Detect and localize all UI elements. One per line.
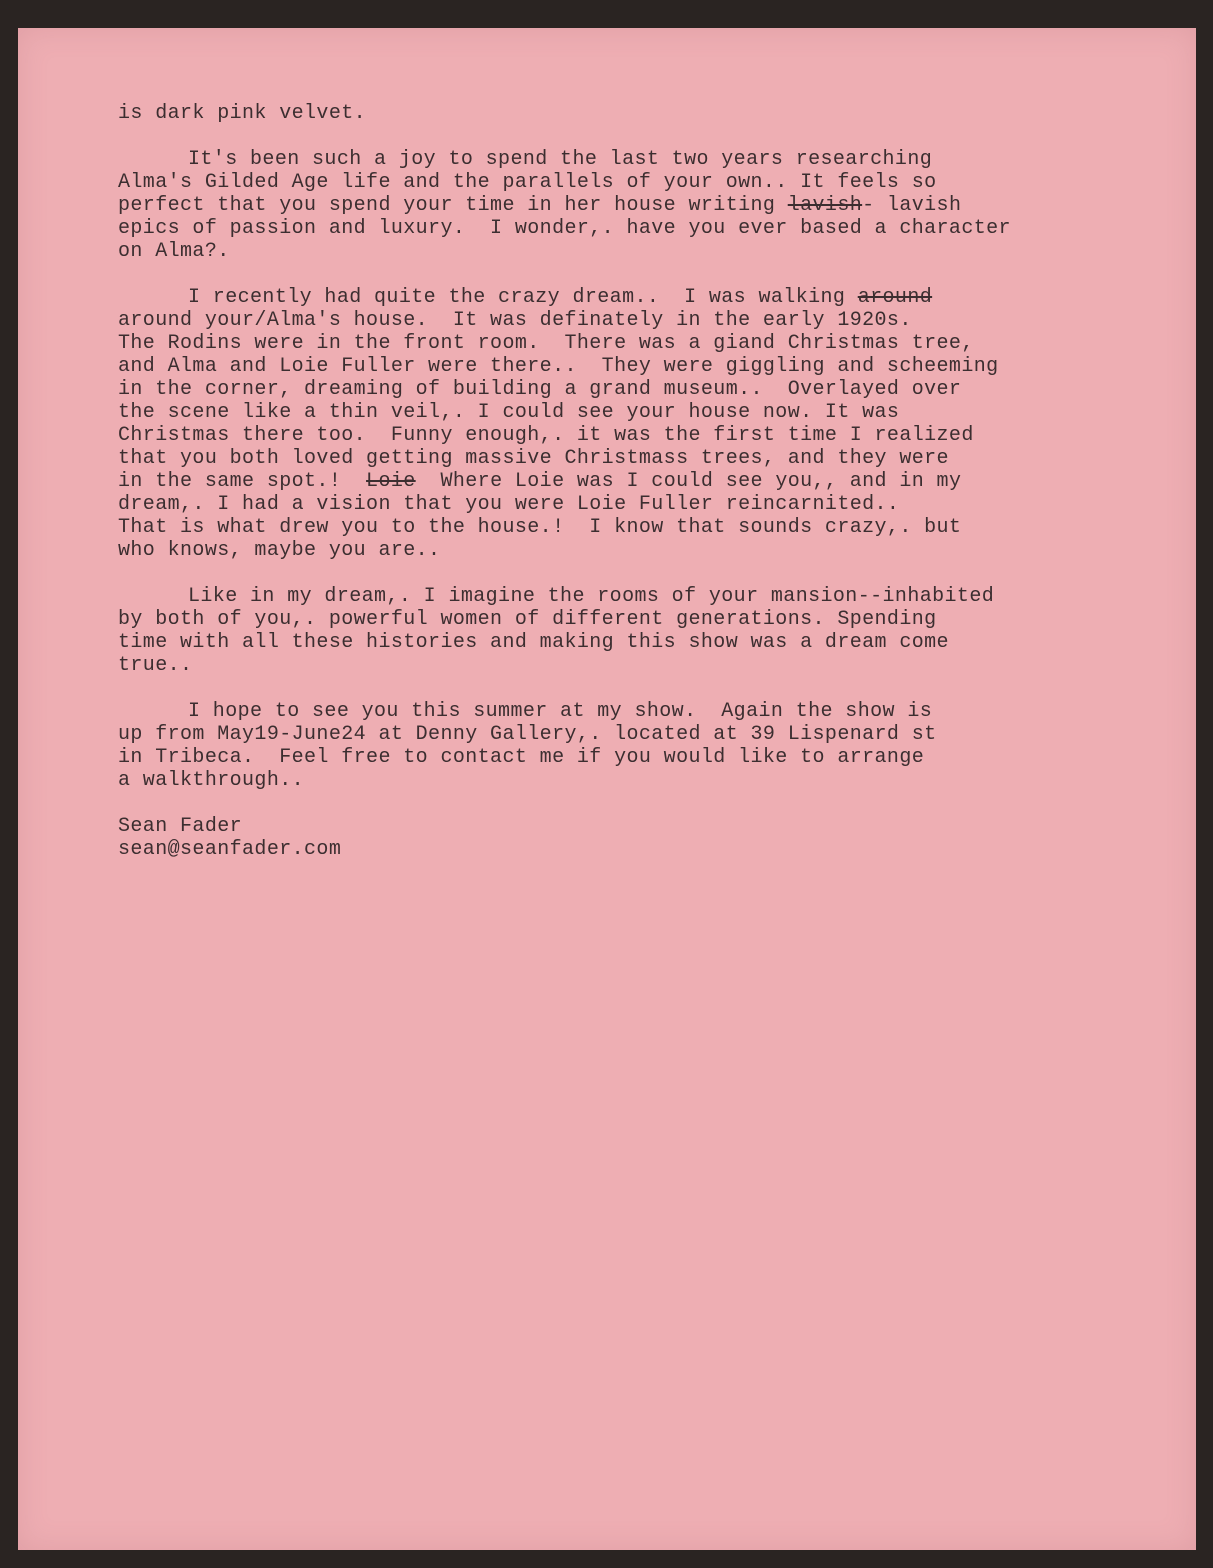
text-line: a walkthrough.. [118,769,305,792]
text-span: It's been such a joy to spend the last two years researching [188,148,933,171]
text-line: around your/Alma's house. It was definately in the early 1920s. [118,309,912,332]
paragraph-research [118,148,1158,263]
text-line: up from May19-June24 at Denny Gallery,. located at 39 Lispenard st [118,723,937,746]
text-line: true.. [118,654,193,677]
struck-word: Loie [366,470,416,493]
text-span: in the same spot.! [118,470,367,493]
signature-email: sean@seanfader.com [118,838,342,861]
text-line: That is what drew you to the house.! I know that sounds crazy,. but [118,516,962,539]
text-line [118,700,1158,723]
text-line [118,194,1158,217]
paragraph-dream [118,286,1158,562]
text-span: - lavish [862,194,962,217]
text-line: epics of passion and luxury. I wonder,. have you ever based a character [118,217,1011,240]
letter-body [118,102,1158,884]
text-line: in the corner, dreaming of building a grand museum.. Overlayed over [118,378,962,401]
paragraph-show-invite [118,700,1158,792]
paragraph-opening-fragment [118,102,1158,125]
text-line [118,585,1158,608]
text-line: time with all these histories and making this show was a dream come [118,631,949,654]
text-line: who knows, maybe you are.. [118,539,441,562]
text-line [118,286,1158,309]
text-line: on Alma?. [118,240,230,263]
text-line: and Alma and Loie Fuller were there.. They were giggling and scheeming [118,355,999,378]
signature-block [118,815,1158,861]
struck-word: lavish [787,194,863,217]
text-line: that you both loved getting massive Christmass trees, and they were [118,447,949,470]
text-line: Alma's Gilded Age life and the parallels of your own.. It feels so [118,171,937,194]
text-line: dream,. I had a vision that you were Loie Fuller reincarnited.. [118,493,900,516]
signature-name: Sean Fader [118,815,243,838]
paragraph-mansion [118,585,1158,677]
text-line [118,148,1158,171]
struck-word: around [857,286,933,309]
text-span: Where Loie was I could see you,, and in my [415,470,962,493]
text-line: the scene like a thin veil,. I could see your house now. It was [118,401,900,424]
text-line: in Tribeca. Feel free to contact me if you would like to arrange [118,746,925,769]
text-span: I recently had quite the crazy dream.. I was walking [188,286,858,309]
text-span: I hope to see you this summer at my show. Again the show is [188,700,933,723]
text-span: perfect that you spend your time in her house writing [118,194,788,217]
text-line: The Rodins were in the front room. There was a giand Christmas tree, [118,332,974,355]
text-line: Christmas there too. Funny enough,. it was the first time I realized [118,424,974,447]
text-line: by both of you,. powerful women of different generations. Spending [118,608,937,631]
text-span: Like in my dream,. I imagine the rooms of your mansion--inhabited [188,585,995,608]
text-line: is dark pink velvet. [118,102,367,125]
text-line [118,470,1158,493]
